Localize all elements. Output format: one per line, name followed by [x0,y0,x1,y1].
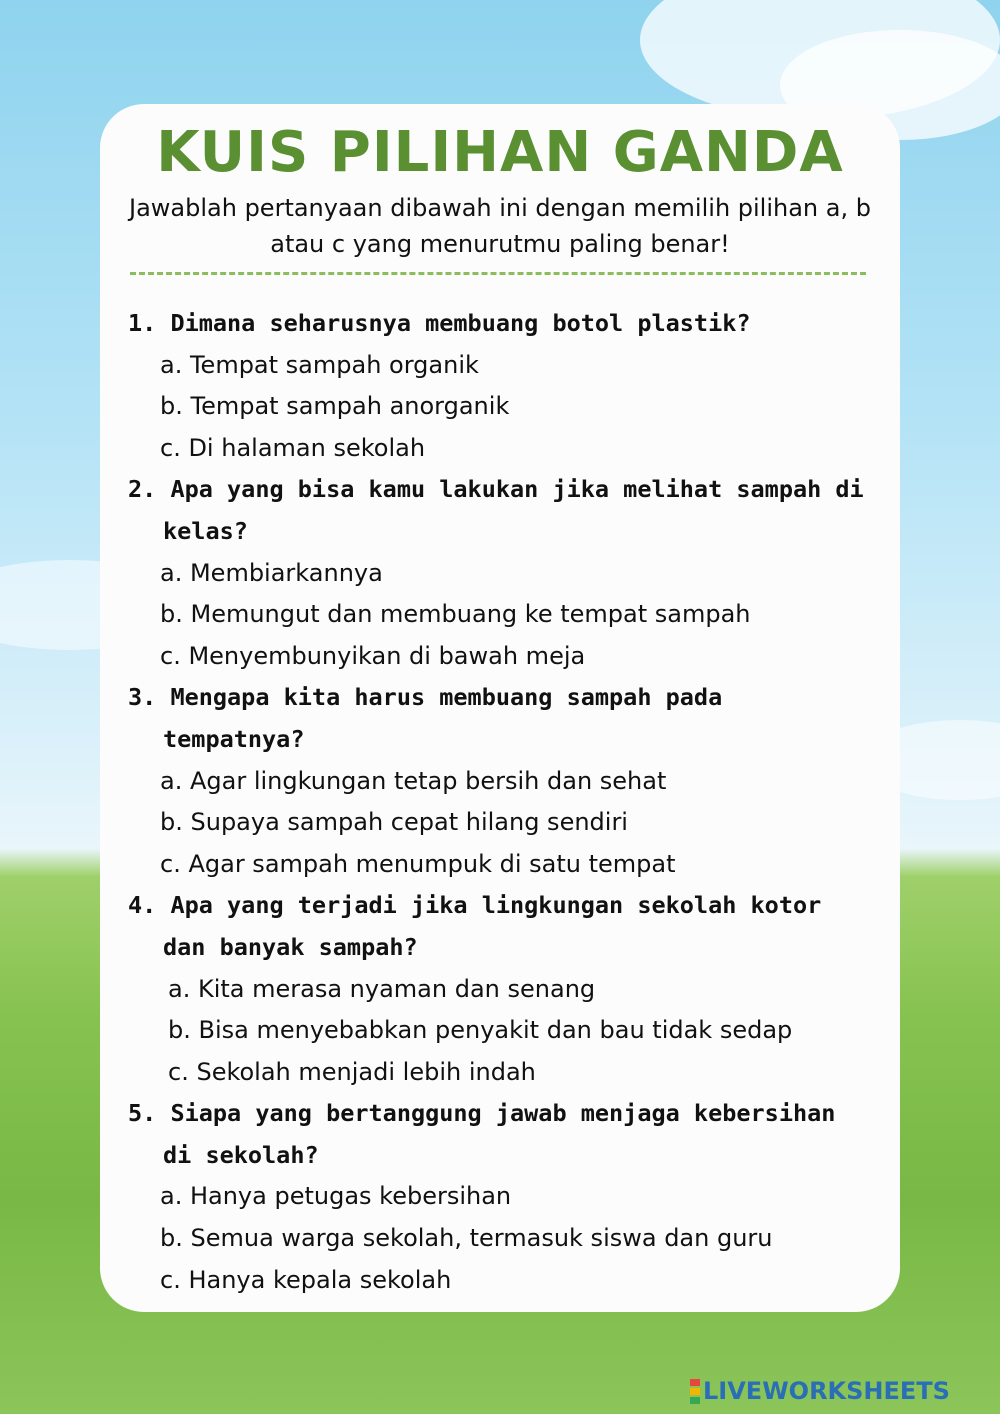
answer-option[interactable]: c. Menyembunyikan di bawah meja [160,641,586,670]
question-block [128,677,868,885]
answer-option[interactable]: a. Hanya petugas kebersihan [160,1182,512,1211]
liveworksheets-logo [690,1376,950,1406]
question-text: 1. Dimana seharusnya membuang botol plastik? [128,309,751,337]
answer-option[interactable]: c. Hanya kepala sekolah [160,1265,452,1294]
answer-option[interactable]: a. Kita merasa nyaman dan senang [168,974,596,1003]
answer-option[interactable]: b. Memungut dan membuang ke tempat sampah [160,600,751,629]
answer-option[interactable]: a. Membiarkannya [160,558,383,587]
page-title: KUIS PILIHAN GANDA [156,120,844,185]
logo-text: LIVEWORKSHEETS [703,1377,950,1405]
liveworksheets-mark-icon [690,1378,700,1405]
question-text: 3. Mengapa kita harus membuang sampah pada tempatnya? [128,683,723,753]
answer-option[interactable]: a. Tempat sampah organik [160,350,479,379]
dashed-divider [130,272,866,275]
answer-option[interactable]: b. Bisa menyebabkan penyakit dan bau tidak sedap [168,1016,793,1045]
question-block [128,1093,868,1301]
question-text: 4. Apa yang terjadi jika lingkungan sekolah kotor dan banyak sampah? [128,891,822,961]
question-text: 2. Apa yang bisa kamu lakukan jika melihat sampah di kelas? [128,475,864,545]
answer-option[interactable]: c. Di halaman sekolah [160,433,426,462]
question-block [128,469,868,677]
answer-option[interactable]: c. Sekolah menjadi lebih indah [168,1057,536,1086]
instructions: Jawablah pertanyaan dibawah ini dengan memilih pilihan a, b atau c yang menurutmu paling benar! [129,194,871,258]
question-text: 5. Siapa yang bertanggung jawab menjaga kebersihan di sekolah? [128,1099,836,1169]
answer-option[interactable]: c. Agar sampah menumpuk di satu tempat [160,849,676,878]
question-block [128,303,868,469]
question-list [128,303,868,1301]
answer-option[interactable]: b. Tempat sampah anorganik [160,392,510,421]
question-block [128,885,868,1093]
answer-option[interactable]: b. Supaya sampah cepat hilang sendiri [160,808,628,837]
answer-option[interactable]: b. Semua warga sekolah, termasuk siswa dan guru [160,1224,773,1253]
answer-option[interactable]: a. Agar lingkungan tetap bersih dan sehat [160,766,667,795]
